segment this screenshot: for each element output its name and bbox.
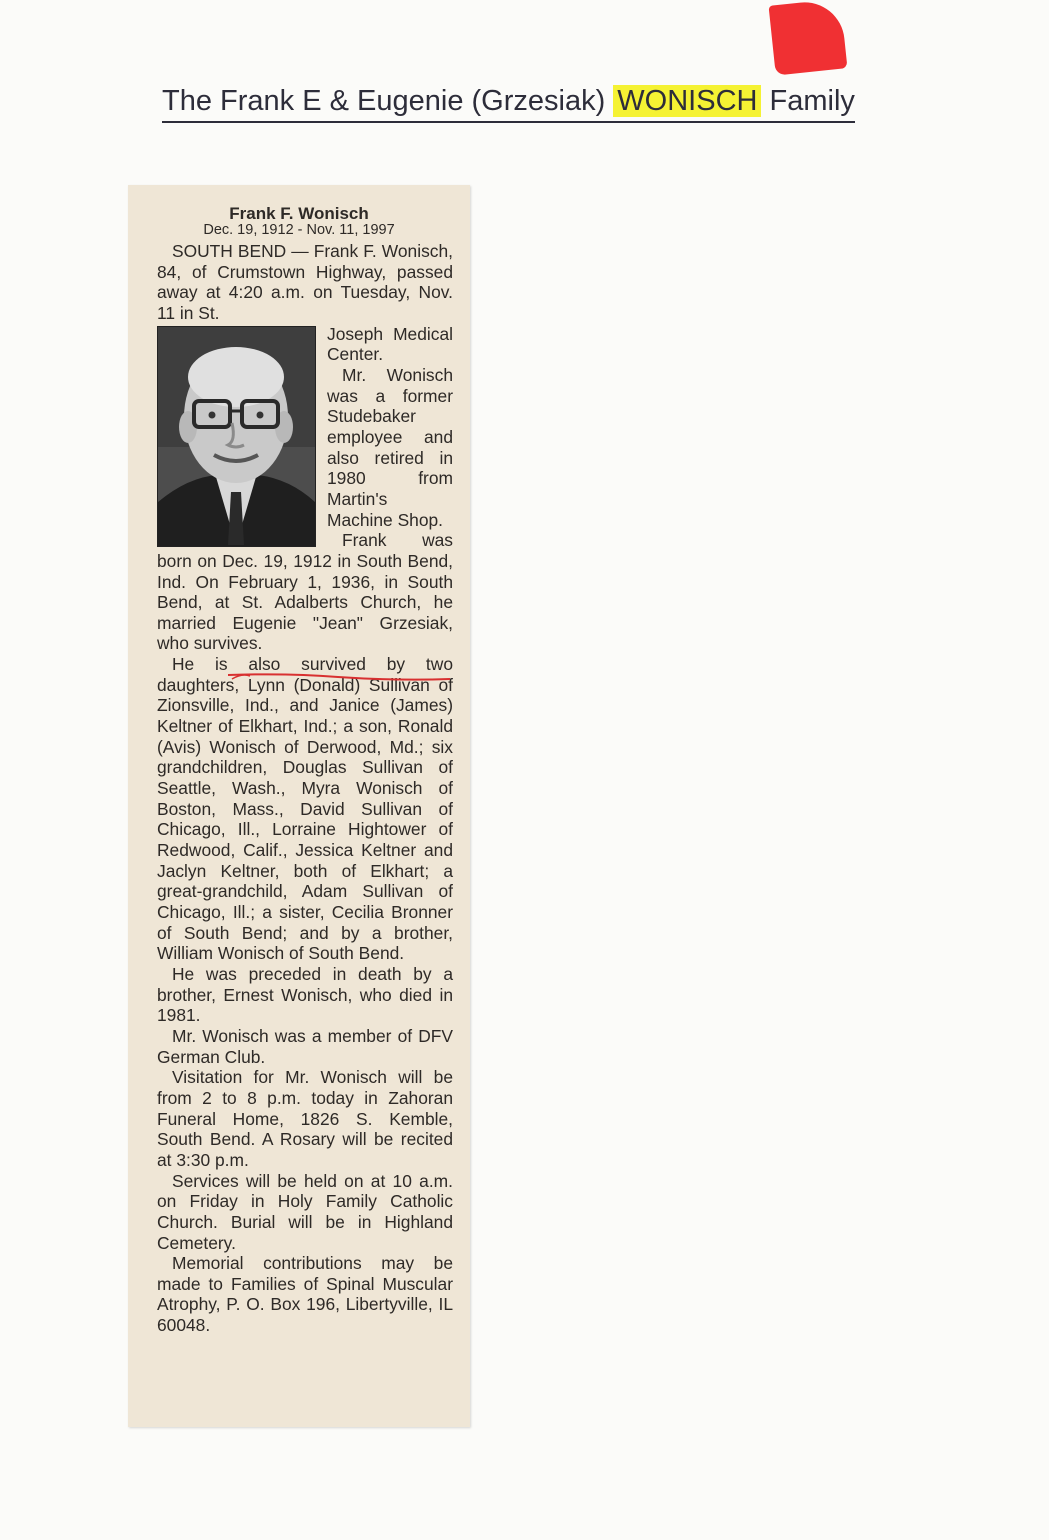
obituary-clipping [128, 185, 470, 1427]
paragraph-career: Mr. Wonisch was a former Studebaker employee and also retired in 1980 from Martin's Machine Shop. [327, 364, 453, 530]
pen-underline [228, 669, 450, 689]
paragraph-services: Services will be held on at 10 a.m. on Friday in Holy Family Catholic Church. Burial will be in Highland Cemetery. [157, 1170, 453, 1253]
paragraph-survivors: He is also survived by two daughters, Lynn (Donald) Sullivan of Zionsville, Ind., and Janice (James) Keltner of Elkhart, Ind.; a son, Ronald (Avis) Wonisch of Derwood, Md.; six grandchildren, Douglas Sullivan of Seattle, Wash., Myra Wonisch of Boston, Mass., David Sullivan of Chicago, Ill., Lorraine Hightower of Redwood, Calif., Jessica Keltner and Jaclyn Keltner, both of Elkhart; a great-grandchild, Adam Sullivan of Chicago, Ill.; a sister, Cecilia Bronner of South Bend; and by a brother, William Wonisch of South Bend. [157, 654, 453, 964]
red-tab-mark [769, 0, 848, 76]
paragraph-preceded: He was preceded in death by a brother, Ernest Wonisch, who died in 1981. [157, 963, 453, 1026]
page-title [162, 81, 855, 123]
title-suffix: Family [761, 85, 855, 117]
obituary-name: Frank F. Wonisch [229, 204, 369, 223]
paragraph-memorial: Memorial contributions may be made to Families of Spinal Muscular Atrophy, P. O. Box 196, Libertyville, IL 60048. [157, 1253, 453, 1336]
highlighted-surname: WONISCH [613, 85, 761, 117]
paragraph-hospital: Joseph Medical Center. [327, 323, 453, 365]
paragraph-visitation: Visitation for Mr. Wonisch will be from 2 to 8 p.m. today in Zahoran Funeral Home, 1826 S. Kemble, South Bend. A Rosary will be recited at 3:30 p.m. [157, 1067, 453, 1170]
title-text: The Frank E & Eugenie (Grzesiak) [162, 85, 606, 117]
paragraph-membership: Mr. Wonisch was a member of DFV German Club. [157, 1025, 453, 1067]
paragraph-opening: SOUTH BEND — Frank F. Wonisch, 84, of Crumstown Highway, passed away at 4:20 a.m. on Tuesday, Nov. 11 in St. [157, 241, 453, 323]
paragraph-marriage: Frank was born on Dec. 19, 1912 in South Bend, Ind. On February 1, 1936, in South Bend, at St. Adalberts Church, he married Eugenie "Jean" Grzesiak, who survives. [157, 530, 453, 654]
obituary-dates: Dec. 19, 1912 - Nov. 11, 1997 [203, 222, 395, 238]
obituary-body [157, 241, 453, 1336]
portrait-photo [157, 326, 316, 547]
